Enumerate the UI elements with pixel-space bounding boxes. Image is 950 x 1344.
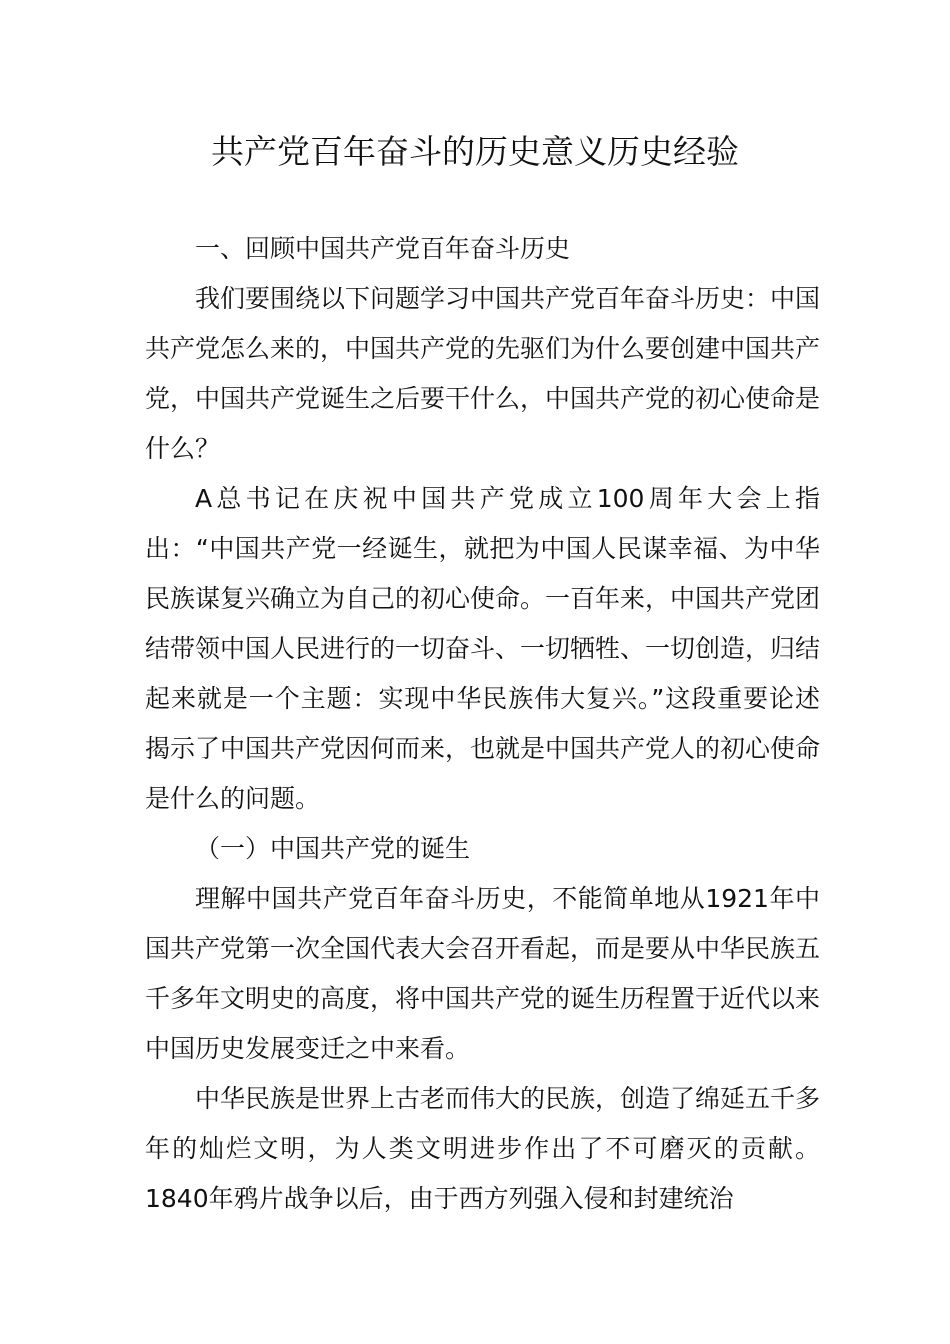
paragraph: A总书记在庆祝中国共产党成立100周年大会上指出：“中国共产党一经诞生，就把为中国人民谋幸福、为中华民族谋复兴确立为自己的初心使命。一百年来，中国共产党团结带领中国人民进行的一切奋斗、一切牺牲、一切创造，归结起来就是一个主题：实现中华民族伟大复兴。”这段重要论述揭示了中国共产党因何而来，也就是中国共产党人的初心使命是什么的问题。 [145, 484, 821, 813]
paragraph: 中华民族是世界上古老而伟大的民族，创造了绵延五千多年的灿烂文明，为人类文明进步作出了不可磨灭的贡献。1840年鸦片战争以后，由于西方列强入侵和封建统治 [145, 1084, 821, 1213]
document-body [145, 224, 820, 1224]
section-heading: 一、回顾中国共产党百年奋斗历史 [195, 234, 571, 263]
paragraph: 我们要围绕以下问题学习中国共产党百年奋斗历史：中国共产党怎么来的，中国共产党的先驱们为什么要创建中国共产党，中国共产党诞生之后要干什么，中国共产党的初心使命是什么？ [145, 284, 821, 463]
paragraph: 理解中国共产党百年奋斗历史，不能简单地从1921年中国共产党第一次全国代表大会召开看起，而是要从中华民族五千多年文明史的高度，将中国共产党的诞生历程置于近代以来中国历史发展变迁之中来看。 [145, 884, 821, 1063]
document-title: 共产党百年奋斗的历史意义历史经验 [211, 132, 739, 171]
subsection-heading: （一）中国共产党的诞生 [195, 834, 471, 863]
